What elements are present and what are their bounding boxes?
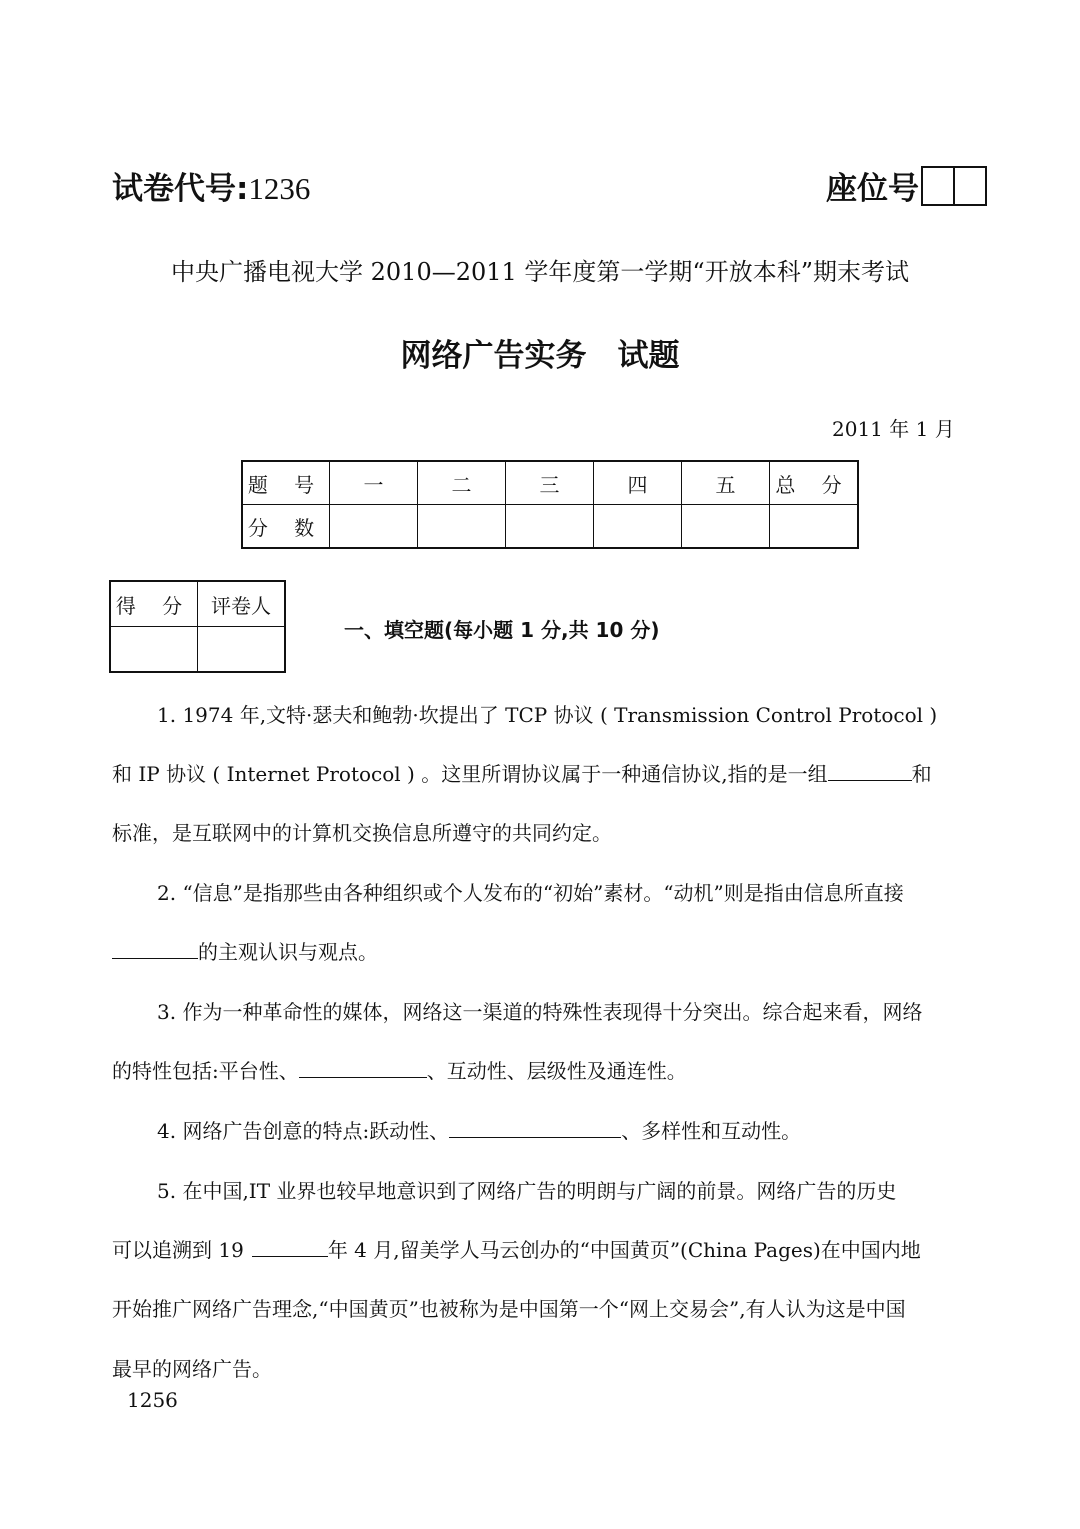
q2-line2	[112, 939, 378, 965]
score-header-cell: 题 号	[242, 461, 330, 505]
q2-line2-text: 的主观认识与观点。	[198, 940, 378, 964]
q3-line1: 3. 作为一种革命性的媒体，网络这一渠道的特殊性表现得十分突出。综合起来看，网络	[157, 1000, 923, 1024]
university-line: 中央广播电视大学 2010—2011 学年度第一学期“开放本科”期末考试	[171, 258, 909, 286]
score-header-cell: 三	[506, 461, 594, 505]
q4-blank	[449, 1119, 621, 1138]
q1-line2	[112, 761, 932, 787]
score-row-label: 分 数	[242, 505, 330, 549]
page-number: 1256	[127, 1388, 178, 1412]
q3-blank	[299, 1059, 427, 1078]
score-header-cell: 四	[594, 461, 682, 505]
seat-number	[826, 163, 987, 208]
q5-line2-end: 年 4 月,留美学人马云创办的“中国黄页”(China Pages)在中国内地	[327, 1238, 921, 1262]
q4-line1-text: 4. 网络广告创意的特点:跃动性、	[157, 1119, 450, 1143]
q3-line2	[112, 1058, 687, 1084]
exam-title: 网络广告实务 试题	[400, 338, 680, 374]
score-table-score-row	[242, 505, 858, 549]
exam-code	[112, 163, 310, 208]
exam-code-number: 1236	[248, 171, 311, 206]
grader-table	[109, 580, 286, 673]
grader-score-header: 得 分	[110, 581, 198, 627]
score-cell	[330, 505, 418, 549]
q1-line2-end: 和	[911, 762, 932, 786]
q5-line4: 最早的网络广告。	[112, 1357, 272, 1381]
q2-blank	[112, 940, 198, 959]
score-header-cell: 五	[682, 461, 770, 505]
q4-line1-end: 、多样性和互动性。	[621, 1119, 802, 1143]
q5-line2-text: 可以追溯到 19	[112, 1238, 244, 1262]
q5-line3: 开始推广网络广告理念,“中国黄页”也被称为是中国第一个“网上交易会”,有人认为这是中国	[112, 1297, 906, 1321]
section-title: 一、填空题(每小题 1 分,共 10 分)	[344, 618, 660, 642]
exam-code-label: 试卷代号:	[112, 171, 249, 207]
q2-line1: 2. “信息”是指那些由各种组织或个人发布的“初始”素材。“动机”则是指由信息所直接	[157, 881, 904, 905]
seat-label: 座位号	[826, 171, 919, 207]
grader-score-cell	[110, 627, 198, 673]
grader-name-cell	[198, 627, 286, 673]
score-table-header-row	[242, 461, 858, 505]
q1-line1: 1. 1974 年,文特·瑟夫和鲍勃·坎提出了 TCP 协议 ( Transmission Control Protocol )	[157, 703, 938, 727]
score-cell	[682, 505, 770, 549]
q5-line1: 5. 在中国,IT 业界也较早地意识到了网络广告的明朗与广阔的前景。网络广告的历史	[157, 1179, 897, 1203]
score-header-cell: 总 分	[770, 461, 859, 505]
q5-line2	[112, 1237, 921, 1263]
q4-line1	[157, 1118, 801, 1144]
q1-line3: 标准，是互联网中的计算机交换信息所遵守的共同约定。	[112, 821, 612, 845]
score-cell	[506, 505, 594, 549]
score-cell	[770, 505, 859, 549]
score-table	[241, 460, 859, 549]
score-header-cell: 二	[418, 461, 506, 505]
q3-line2-end: 、互动性、层级性及通连性。	[426, 1059, 687, 1083]
grader-name-header: 评卷人	[198, 581, 286, 627]
q1-line2-text: 和 IP 协议 ( Internet Protocol ) 。这里所谓协议属于一种通信协议,指的是一组	[112, 762, 828, 786]
score-cell	[418, 505, 506, 549]
seat-number-box	[921, 166, 987, 206]
q3-line2-text: 的特性包括:平台性、	[112, 1059, 299, 1083]
q5-blank	[252, 1238, 328, 1257]
score-header-cell: 一	[330, 461, 418, 505]
q1-blank	[828, 762, 912, 781]
score-cell	[594, 505, 682, 549]
exam-date: 2011 年 1 月	[832, 417, 955, 441]
